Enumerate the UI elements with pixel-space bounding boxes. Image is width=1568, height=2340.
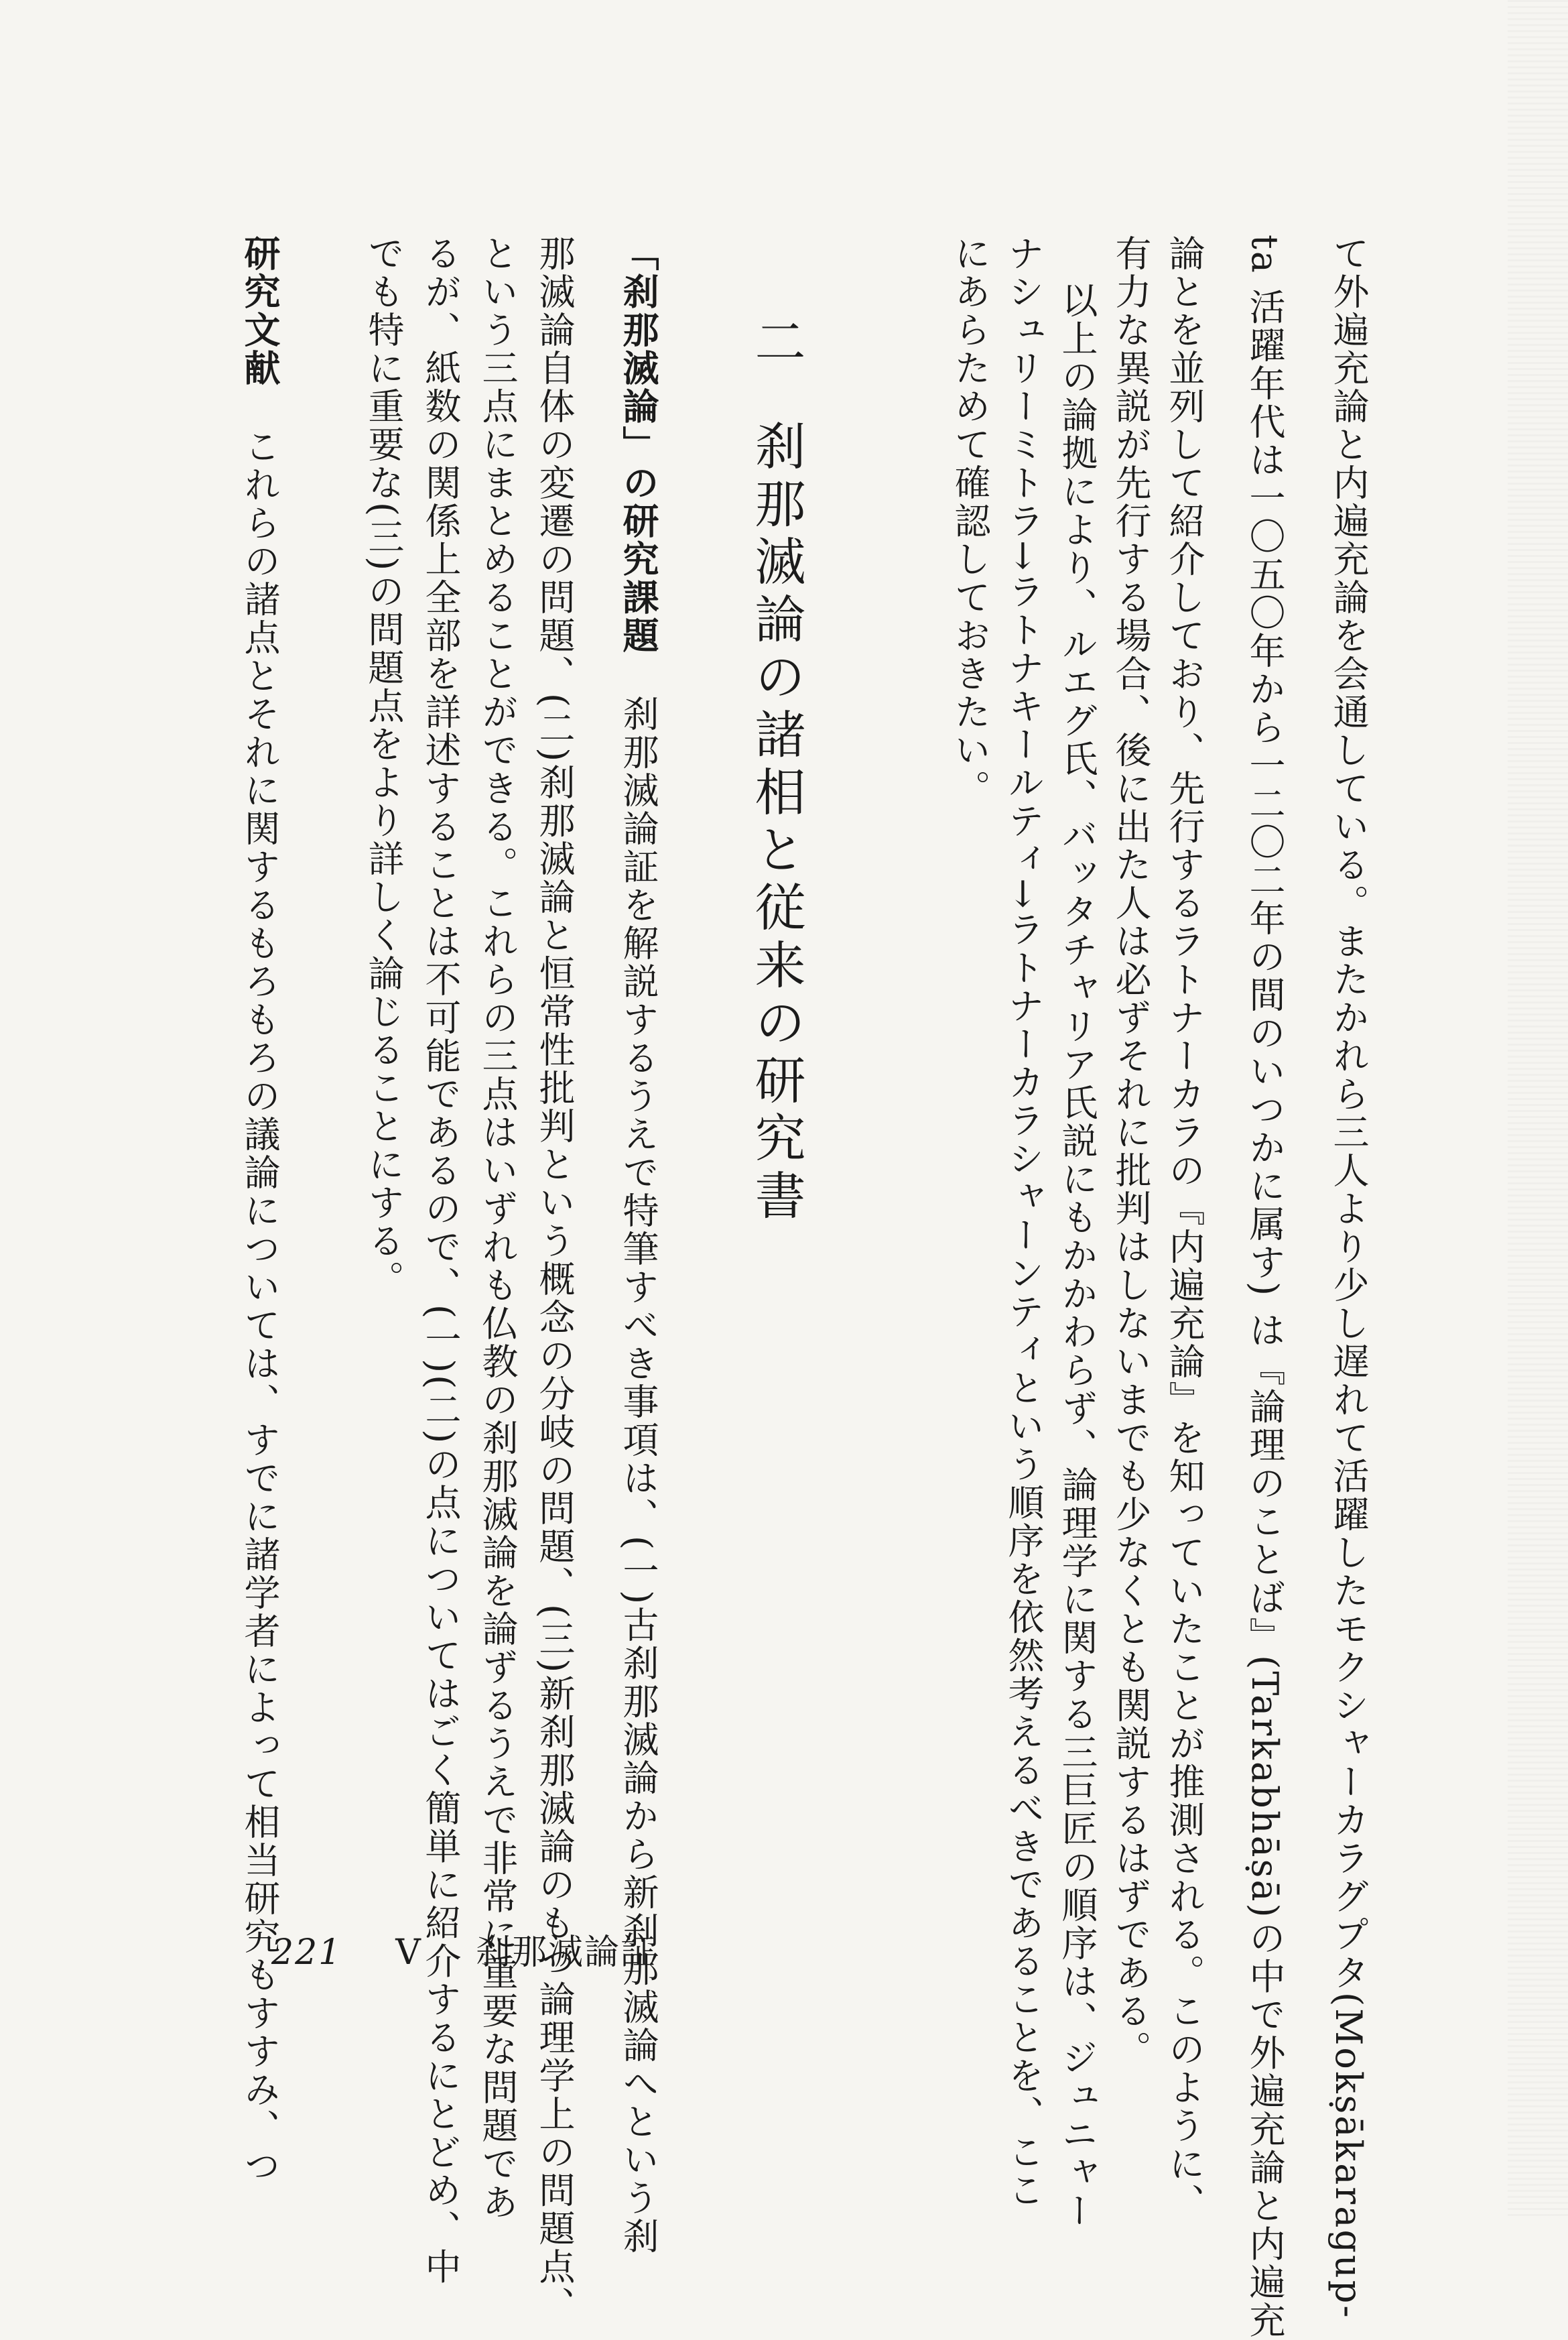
section-heading	[746, 315, 806, 1227]
text-column: でも特に重要な(三)の問題点をより詳しく論じることにする。	[363, 235, 405, 1299]
text-column: という三点にまとめることができる。これらの三点はいずれも仏教の刹那滅論を論ずるうえで非常に重要な問題であ	[476, 235, 519, 2221]
chapter-number: V	[395, 1932, 422, 1973]
subsection-lead: 「刹那滅論」の研究課題	[617, 235, 659, 655]
text-column: 有力な異説が先行する場合、後に出た人は必ずそれに批判はしないまでも少なくとも関説するはずである。	[1110, 235, 1152, 2069]
subsection-text: 刹那滅論証を解説するうえで特筆すべき事項は、(一)古刹那滅論から新刹那滅論へという刹	[617, 695, 659, 2256]
page-footer	[271, 1924, 657, 1974]
text-column: ta 活躍年代は一〇五〇年から一二〇二年の間のいつかに属す) は『論理のことば』(Tarkabhāṣā)の中で外遍充論と内遍充	[1244, 235, 1286, 2340]
subsection-lead: 研究文献	[239, 235, 281, 387]
subsection-text: これらの諸点とそれに関するもろもろの議論については、すでに諸学者によって相当研究もすすみ、つ	[239, 428, 281, 2185]
text-column: 那滅論自体の変遷の問題、(二)刹那滅論と恒常性批判という概念の分岐の問題、(三)新刹那滅論のもつ論理学上の問題点、	[533, 235, 576, 2325]
text-column	[239, 235, 281, 2185]
text-column: るが、紙数の関係上全部を詳述することは不可能であるので、(一)(二)の点についてはごく簡単に紹介するにとどめ、中	[419, 235, 462, 2286]
text-column: 以上の論拠により、ルエグ氏、バッタチャリア氏説にもかかわらず、論理学に関する三巨匠の順序は、ジュニャー	[1056, 282, 1098, 2230]
page-number: 221	[271, 1932, 342, 1973]
text-column: ナシュリーミトラ→ラトナキールティ→ラトナーカラシャーンティという順序を依然考えるべきであることを、ここ	[1002, 235, 1045, 2210]
section-number: 二	[746, 315, 806, 373]
chapter-title: 刹那滅論証	[475, 1932, 657, 1973]
text-column: 論とを並列して紹介しており、先行するラトナーカラの『内遍充論』を知っていたことが推測される。このように、	[1163, 235, 1205, 2221]
text-column: にあらためて確認しておきたい。	[949, 235, 991, 808]
section-title: 刹那滅論の諸相と従来の研究書	[746, 420, 806, 1227]
scan-edge-noise	[1508, 0, 1568, 2219]
text-column: て外遍充論と内遍充論を会通している。またかれら三人より少し遅れて活躍したモクシャーカラグプタ(Mokṣākaragup-	[1327, 235, 1370, 2320]
